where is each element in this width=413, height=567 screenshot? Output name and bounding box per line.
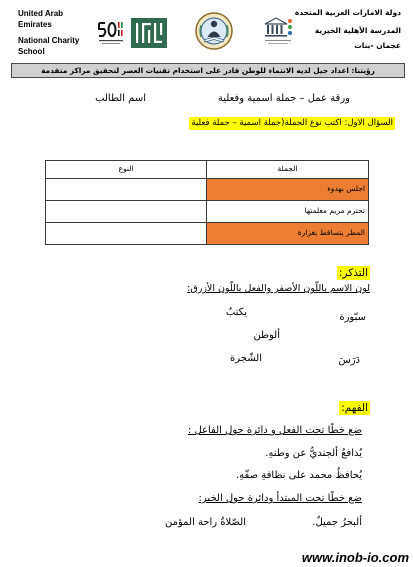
- task-2-sentence: ألبحرُ جميلٌ.: [312, 517, 362, 528]
- task-1-instruction: ضع خطًا تحت الفعل و دائرة حول الفاعل :: [187, 425, 362, 436]
- word-item: ألوطن: [253, 330, 280, 341]
- arabic-school-name: المدرسة الأهلية الخيرية: [314, 26, 401, 35]
- word-item: الشّجرة: [230, 353, 262, 364]
- word-item: دَرَسَ: [338, 355, 360, 366]
- english-header: [18, 9, 92, 57]
- site-watermark: www.inob-io.com: [301, 550, 409, 565]
- remember-heading: التذكر:: [338, 267, 368, 279]
- student-name-label: اسم الطالب: [95, 93, 146, 104]
- sentence-cell: اجلس بهدوء: [207, 179, 369, 201]
- type-answer-cell: [46, 201, 207, 223]
- remember-instruction: لون الاسم باللّون الأصفر والفعل باللّون الأزرق:: [187, 283, 370, 294]
- type-answer-cell: [46, 179, 207, 201]
- school-crest-logo: [195, 11, 233, 51]
- table-row: [46, 201, 369, 223]
- sentence-type-table: [45, 160, 369, 245]
- type-answer-cell: [46, 223, 207, 245]
- green-emblem-logo: [131, 18, 167, 48]
- task-2-sentence: الصّلاةُ راحة المؤمن: [165, 517, 246, 528]
- arabic-country-name: دولة الامارات العربية المتحدة: [294, 8, 401, 17]
- question-1-prompt: السؤال الاول: اكتب نوع الجملة(جملة اسمية – جملة فعلية: [191, 118, 393, 128]
- vision-banner: رؤيتنا: اعداد جيل لديه الانتماء للوطن قادر على استخدام تقنيات العصر لتحقيق مراكز متقدمة: [11, 63, 405, 78]
- type-column-header: النوع: [46, 161, 207, 179]
- task-1-sentence: يُدافعُ ألجنديُّ عن وطنهِ.: [265, 448, 362, 459]
- word-item: سبّورة: [339, 312, 366, 323]
- arabic-school-branch: عجمان -بنات: [354, 41, 401, 50]
- english-country-name: United Arab Emirates: [18, 9, 64, 29]
- table-row: [46, 179, 369, 201]
- sentence-column-header: الجملة: [207, 161, 369, 179]
- task-2-instruction: ضع خطًا تحت المبتدأ ودائرة حول الخبر:: [198, 493, 362, 504]
- table-header-row: [46, 161, 369, 179]
- comprehension-heading: الفهم:: [341, 402, 368, 414]
- uae-year-of-50-logo: [96, 19, 126, 47]
- english-school-name: National Charity School: [18, 36, 80, 56]
- table-row: [46, 223, 369, 245]
- sentence-cell: تحترم مريم معلمتها: [207, 201, 369, 223]
- sentence-cell: المطر يتساقط بغزارة: [207, 223, 369, 245]
- task-1-sentence: يُحافظُ محمد على نظافةِ صفّهِ.: [236, 470, 362, 481]
- worksheet-title: ورقة عمل – جملة اسمية وفعلية: [217, 93, 350, 104]
- unesco-aspnet-logo: [262, 15, 294, 47]
- word-item: يكتبُ: [225, 307, 247, 318]
